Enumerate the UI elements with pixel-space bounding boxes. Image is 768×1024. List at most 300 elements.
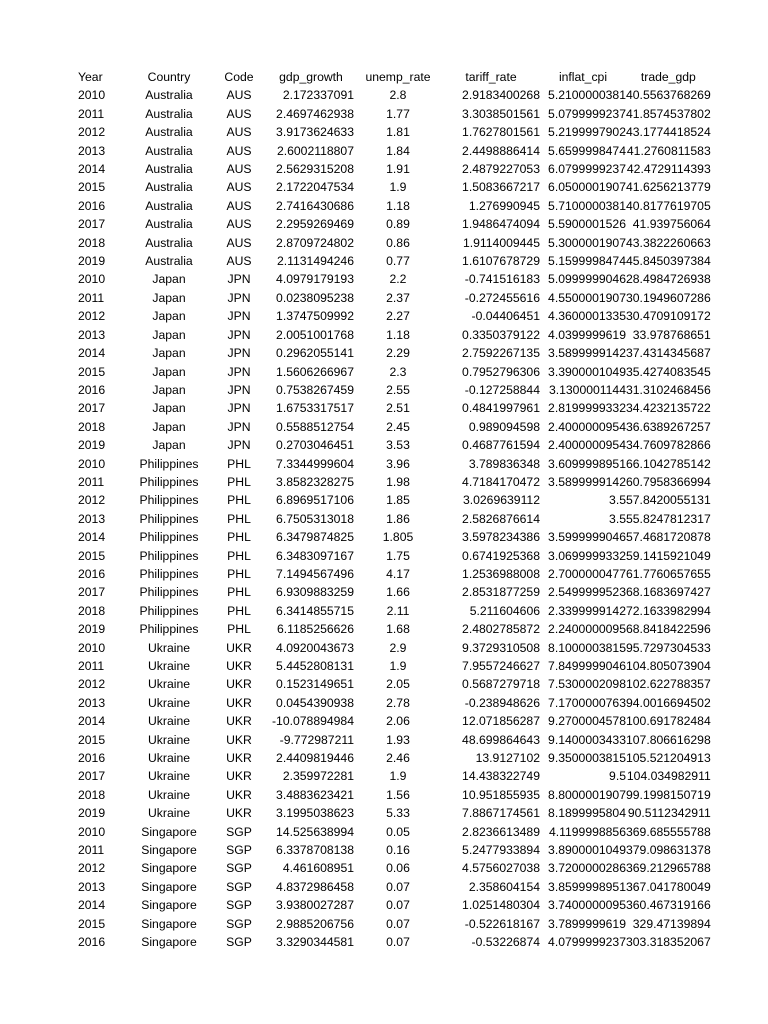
cell-trade-gdp: 303.318352067 [626, 935, 711, 950]
cell-code: UKR [226, 751, 252, 766]
cell-unemp-rate: 0.89 [386, 217, 410, 232]
cell-gdp-growth: 3.9380027287 [276, 898, 354, 913]
cell-code: AUS [226, 143, 252, 158]
cell-code: SGP [226, 824, 252, 839]
cell-inflat-cpi: 5.1599998474 [548, 254, 626, 269]
cell-code: SGP [226, 935, 252, 950]
cell-gdp-growth: 6.3378708138 [276, 843, 354, 858]
cell-code: PHL [227, 456, 251, 471]
table-row [78, 620, 711, 638]
cell-year: 2018 [78, 419, 106, 434]
cell-inflat-cpi: 5.0999999046 [548, 272, 626, 287]
cell-unemp-rate: 1.84 [386, 143, 410, 158]
table-row [78, 473, 711, 491]
cell-country: Singapore [141, 879, 197, 894]
cell-year: 2010 [78, 88, 106, 103]
cell-gdp-growth: 6.8969517106 [276, 493, 354, 508]
cell-inflat-cpi: 2.4000000954 [548, 419, 626, 434]
cell-year: 2016 [78, 751, 106, 766]
cell-trade-gdp: 104.034982911 [626, 769, 711, 784]
cell-unemp-rate: 1.18 [386, 198, 410, 213]
cell-tariff-rate: 1.0251480304 [462, 898, 540, 913]
cell-tariff-rate: 0.4687761594 [462, 438, 540, 453]
cell-gdp-growth: 2.9885206756 [276, 916, 354, 931]
cell-unemp-rate: 0.07 [386, 935, 410, 950]
cell-unemp-rate: 1.805 [382, 530, 414, 545]
cell-unemp-rate: 0.86 [386, 235, 410, 250]
cell-code: JPN [227, 382, 251, 397]
table-row [78, 933, 711, 951]
cell-unemp-rate: 0.06 [386, 861, 410, 876]
cell-gdp-growth: 2.4409819446 [276, 751, 354, 766]
cell-tariff-rate: -0.238948626 [464, 695, 540, 710]
cell-inflat-cpi: 3.7200000286 [548, 861, 626, 876]
cell-gdp-growth: 4.461608951 [282, 861, 354, 876]
cell-inflat-cpi: 9.1400003433 [548, 732, 626, 747]
cell-year: 2018 [78, 603, 106, 618]
cell-tariff-rate: 1.6107678729 [462, 254, 540, 269]
cell-country: Philippines [139, 603, 199, 618]
header-gdp-growth: gdp_growth [279, 70, 343, 84]
cell-trade-gdp: 329.47139894 [632, 916, 711, 931]
cell-unemp-rate: 1.86 [386, 511, 410, 526]
cell-year: 2012 [78, 493, 106, 508]
cell-unemp-rate: 1.75 [386, 548, 410, 563]
cell-inflat-cpi: 2.4000000954 [548, 438, 626, 453]
cell-gdp-growth: 2.4697462938 [276, 106, 354, 121]
cell-code: AUS [226, 88, 252, 103]
cell-inflat-cpi: 8.1899995804 [548, 806, 626, 821]
cell-gdp-growth: 4.0920043673 [276, 640, 354, 655]
cell-year: 2015 [78, 180, 106, 195]
cell-inflat-cpi: 2.2400000095 [548, 622, 626, 637]
cell-code: UKR [226, 732, 252, 747]
cell-year: 2012 [78, 125, 106, 140]
cell-tariff-rate: 0.4841997961 [462, 401, 540, 416]
table-row [78, 841, 711, 859]
cell-tariff-rate: 3.5978234386 [462, 530, 540, 545]
cell-trade-gdp: 33.978768651 [632, 327, 711, 342]
cell-gdp-growth: 3.9173624633 [276, 125, 354, 140]
cell-gdp-growth: 2.6002118807 [276, 143, 354, 158]
cell-unemp-rate: 1.98 [386, 474, 410, 489]
cell-gdp-growth: 1.6753317517 [276, 401, 354, 416]
cell-gdp-growth: 6.3483097167 [276, 548, 354, 563]
cell-tariff-rate: 0.3350379122 [462, 327, 540, 342]
cell-tariff-rate: 1.276990945 [468, 198, 540, 213]
cell-country: Japan [152, 272, 186, 287]
cell-country: Australia [145, 180, 193, 195]
cell-code: SGP [226, 843, 252, 858]
cell-tariff-rate: 2.8531877259 [462, 585, 540, 600]
cell-code: UKR [226, 806, 252, 821]
table-row [78, 491, 711, 509]
cell-year: 2015 [78, 916, 106, 931]
cell-unemp-rate: 2.51 [386, 401, 410, 416]
cell-gdp-growth: 3.8582328275 [276, 474, 354, 489]
cell-code: JPN [227, 419, 251, 434]
cell-country: Singapore [141, 843, 197, 858]
table-row [78, 160, 711, 178]
cell-code: JPN [227, 346, 251, 361]
cell-country: Singapore [141, 935, 197, 950]
cell-trade-gdp: 40.5563768269 [626, 88, 711, 103]
cell-gdp-growth: 2.359972281 [282, 769, 354, 784]
cell-gdp-growth: -10.078894984 [271, 714, 354, 729]
cell-inflat-cpi: 3.7899999619 [548, 916, 626, 931]
cell-country: Australia [145, 143, 193, 158]
table-row [78, 326, 711, 344]
cell-year: 2010 [78, 824, 106, 839]
cell-code: PHL [227, 474, 251, 489]
cell-code: UKR [226, 659, 252, 673]
cell-inflat-cpi: 5.2199997902 [548, 125, 626, 140]
cell-trade-gdp: 41.8574537802 [626, 106, 711, 121]
cell-unemp-rate: 1.9 [389, 769, 407, 784]
cell-unemp-rate: 0.07 [386, 879, 410, 894]
cell-tariff-rate: 0.989094598 [468, 419, 540, 434]
cell-trade-gdp: 43.3822260663 [626, 235, 711, 250]
table-row [78, 602, 711, 620]
cell-code: AUS [226, 254, 252, 269]
cell-gdp-growth: 6.3414855715 [276, 603, 354, 618]
cell-unemp-rate: 2.05 [386, 677, 410, 692]
cell-inflat-cpi: 3.7400000095 [548, 898, 626, 913]
cell-inflat-cpi: 3.6099998951 [548, 456, 626, 471]
cell-country: Japan [152, 382, 186, 397]
cell-unemp-rate: 2.8 [389, 88, 407, 103]
table-row [78, 418, 711, 436]
table-row [78, 547, 711, 565]
cell-gdp-growth: 3.4883623421 [276, 787, 354, 802]
cell-inflat-cpi: 8.1000003815 [548, 640, 626, 655]
cell-trade-gdp: 30.1949607286 [626, 290, 711, 305]
cell-code: UKR [226, 695, 252, 710]
cell-inflat-cpi: 8.8000001907 [548, 787, 626, 802]
cell-code: UKR [226, 677, 252, 692]
cell-tariff-rate: 3.789836348 [468, 456, 540, 471]
cell-year: 2019 [78, 254, 106, 269]
cell-tariff-rate: 1.9114009445 [462, 235, 540, 250]
table-row [78, 381, 711, 399]
cell-gdp-growth: -9.772987211 [279, 732, 354, 747]
cell-trade-gdp: 37.4314345687 [626, 346, 711, 361]
cell-year: 2014 [78, 346, 106, 361]
cell-unemp-rate: 2.11 [386, 603, 410, 618]
table-row [78, 307, 711, 325]
cell-country: Ukraine [148, 714, 190, 729]
cell-tariff-rate: -0.741516183 [464, 272, 540, 287]
cell-year: 2016 [78, 198, 106, 213]
cell-gdp-growth: 3.1995038623 [276, 806, 354, 821]
cell-year: 2019 [78, 438, 106, 453]
cell-tariff-rate: 1.5083667217 [462, 180, 540, 195]
data-table [78, 68, 711, 952]
cell-country: Philippines [139, 548, 199, 563]
cell-trade-gdp: 68.8418422596 [626, 622, 711, 637]
cell-gdp-growth: 6.9309883259 [276, 585, 354, 600]
cell-gdp-growth: 1.5606266967 [276, 364, 354, 379]
cell-gdp-growth: 4.0979179193 [276, 272, 354, 287]
cell-tariff-rate: 10.951855935 [462, 787, 540, 802]
header-unemp-rate: unemp_rate [365, 70, 431, 84]
cell-trade-gdp: 66.1042785142 [626, 456, 711, 471]
cell-country: Philippines [139, 585, 199, 600]
table-row [78, 565, 711, 583]
cell-country: Ukraine [148, 787, 190, 802]
cell-country: Ukraine [148, 751, 190, 766]
cell-gdp-growth: 0.0238095238 [276, 290, 354, 305]
cell-unemp-rate: 2.37 [386, 290, 410, 305]
cell-inflat-cpi: 3.1300001144 [548, 382, 626, 397]
cell-code: UKR [226, 769, 252, 784]
cell-gdp-growth: 7.1494567496 [276, 566, 354, 581]
cell-country: Japan [152, 401, 186, 416]
table-row [78, 878, 711, 896]
cell-tariff-rate: 2.5826876614 [462, 511, 540, 526]
cell-country: Australia [145, 125, 193, 140]
cell-unemp-rate: 4.17 [386, 566, 410, 581]
cell-country: Philippines [139, 474, 199, 489]
cell-trade-gdp: 68.1683697427 [626, 585, 711, 600]
cell-tariff-rate: 48.699864643 [462, 732, 540, 747]
cell-inflat-cpi: 9.5 [609, 769, 626, 784]
cell-unemp-rate: 2.3 [389, 364, 407, 379]
cell-trade-gdp: 99.1998150719 [626, 787, 711, 802]
cell-year: 2017 [78, 769, 106, 784]
cell-inflat-cpi: 2.7000000477 [548, 566, 626, 581]
cell-year: 2016 [78, 935, 106, 950]
cell-trade-gdp: 102.622788357 [626, 677, 711, 692]
cell-code: AUS [226, 162, 252, 177]
cell-code: PHL [227, 548, 251, 563]
cell-inflat-cpi: 5.7100000381 [548, 198, 626, 213]
cell-tariff-rate: -0.522618167 [464, 916, 540, 931]
cell-trade-gdp: 107.806616298 [626, 732, 711, 747]
cell-country: Singapore [141, 898, 197, 913]
cell-gdp-growth: 6.1185256626 [276, 622, 354, 637]
cell-trade-gdp: 45.8450397384 [626, 254, 711, 269]
cell-code: AUS [226, 217, 252, 232]
cell-inflat-cpi: 3.8599998951 [548, 879, 626, 894]
cell-unemp-rate: 0.05 [386, 824, 410, 839]
cell-year: 2011 [78, 843, 105, 858]
cell-tariff-rate: -0.127258844 [464, 382, 540, 397]
cell-gdp-growth: 2.1131494246 [276, 254, 354, 269]
cell-inflat-cpi: 7.1700000763 [548, 695, 626, 710]
cell-year: 2012 [78, 677, 106, 692]
cell-unemp-rate: 1.9 [389, 659, 407, 673]
cell-gdp-growth: 0.1523149651 [276, 677, 354, 692]
cell-year: 2013 [78, 695, 106, 710]
cell-gdp-growth: 2.1722047534 [276, 180, 354, 195]
table-row [78, 731, 711, 749]
cell-tariff-rate: 4.7184170472 [462, 474, 540, 489]
cell-unemp-rate: 2.45 [386, 419, 410, 434]
cell-code: SGP [226, 916, 252, 931]
cell-gdp-growth: 14.525638994 [276, 824, 354, 839]
cell-year: 2013 [78, 879, 106, 894]
cell-trade-gdp: 379.098631378 [626, 843, 711, 858]
cell-inflat-cpi: 6.0799999237 [548, 162, 626, 177]
cell-code: PHL [227, 493, 251, 508]
table-row [78, 639, 711, 657]
cell-inflat-cpi: 5.6599998474 [548, 143, 626, 158]
cell-year: 2014 [78, 898, 106, 913]
cell-code: JPN [227, 272, 251, 287]
cell-code: PHL [227, 530, 251, 545]
cell-unemp-rate: 2.46 [386, 751, 410, 766]
cell-inflat-cpi: 2.8199999332 [548, 401, 626, 416]
cell-year: 2014 [78, 714, 106, 729]
header-country: Country [147, 70, 191, 84]
cell-tariff-rate: 3.0269639112 [462, 493, 540, 508]
cell-inflat-cpi: 5.5900001526 [548, 217, 626, 232]
table-body [78, 86, 711, 951]
cell-year: 2018 [78, 235, 106, 250]
cell-code: JPN [227, 438, 251, 453]
cell-tariff-rate: 7.8867174561 [462, 806, 540, 821]
cell-unemp-rate: 2.29 [386, 346, 410, 361]
cell-inflat-cpi: 5.2100000381 [548, 88, 626, 103]
cell-inflat-cpi: 7.5300002098 [548, 677, 626, 692]
cell-unemp-rate: 0.16 [386, 843, 410, 858]
cell-year: 2010 [78, 272, 106, 287]
cell-inflat-cpi: 4.0799999237 [548, 935, 626, 950]
cell-tariff-rate: 5.211604606 [469, 603, 540, 618]
table-row [78, 896, 711, 914]
cell-year: 2010 [78, 640, 106, 655]
cell-tariff-rate: 13.9127102 [475, 751, 540, 766]
cell-trade-gdp: 369.212965788 [626, 861, 711, 876]
cell-inflat-cpi: 6.0500001907 [548, 180, 626, 195]
cell-country: Ukraine [148, 659, 190, 673]
cell-inflat-cpi: 4.5500001907 [548, 290, 626, 305]
cell-trade-gdp: 60.7958366994 [626, 474, 711, 489]
cell-country: Ukraine [148, 732, 190, 747]
cell-country: Japan [152, 309, 186, 324]
cell-trade-gdp: 31.3102468456 [626, 382, 711, 397]
cell-trade-gdp: 34.4232135722 [626, 401, 711, 416]
table-row [78, 786, 711, 804]
table-row [78, 712, 711, 730]
table-row [78, 178, 711, 196]
cell-gdp-growth: 6.3479874825 [276, 530, 354, 545]
cell-unemp-rate: 3.53 [386, 438, 410, 453]
cell-year: 2011 [78, 659, 105, 673]
cell-unemp-rate: 1.66 [386, 585, 410, 600]
cell-tariff-rate: 2.4498886414 [462, 143, 540, 158]
cell-unemp-rate: 1.9 [389, 180, 407, 195]
cell-year: 2011 [78, 474, 105, 489]
cell-trade-gdp: 61.7760657655 [626, 566, 711, 581]
cell-tariff-rate: 2.9183400268 [462, 88, 540, 103]
cell-trade-gdp: 90.5112342911 [627, 806, 711, 821]
cell-tariff-rate: 4.5756027038 [462, 861, 540, 876]
cell-tariff-rate: -0.272455616 [464, 290, 540, 305]
cell-inflat-cpi: 4.3600001335 [548, 309, 626, 324]
table-row [78, 105, 711, 123]
cell-unemp-rate: 3.96 [386, 456, 410, 471]
cell-country: Philippines [139, 493, 199, 508]
cell-code: AUS [226, 235, 252, 250]
cell-country: Philippines [139, 622, 199, 637]
cell-year: 2019 [78, 806, 106, 821]
cell-year: 2014 [78, 162, 106, 177]
cell-country: Japan [152, 364, 186, 379]
table-row [78, 363, 711, 381]
header-tariff-rate: tariff_rate [465, 70, 517, 84]
table-row [78, 675, 711, 693]
cell-year: 2015 [78, 364, 106, 379]
cell-gdp-growth: 3.3290344581 [276, 935, 354, 950]
cell-code: JPN [227, 290, 251, 305]
cell-inflat-cpi: 3.5899999142 [548, 474, 626, 489]
cell-country: Philippines [139, 511, 199, 526]
cell-inflat-cpi: 2.5499999523 [548, 585, 626, 600]
cell-inflat-cpi: 9.2700004578 [548, 714, 626, 729]
table-row [78, 252, 711, 270]
cell-year: 2017 [78, 401, 106, 416]
cell-inflat-cpi: 5.3000001907 [548, 235, 626, 250]
cell-country: Japan [152, 290, 186, 305]
cell-unemp-rate: 2.06 [386, 714, 410, 729]
table-row [78, 657, 711, 675]
cell-code: JPN [227, 309, 251, 324]
cell-code: JPN [227, 327, 251, 342]
cell-trade-gdp: 41.2760811583 [626, 143, 711, 158]
cell-unemp-rate: 2.9 [389, 640, 407, 655]
table-row [78, 749, 711, 767]
cell-code: AUS [226, 125, 252, 140]
cell-trade-gdp: 43.1774418524 [626, 125, 711, 140]
cell-tariff-rate: 9.3729310508 [462, 640, 540, 655]
table-row [78, 767, 711, 785]
header-trade-gdp: trade_gdp [640, 70, 696, 84]
cell-code: PHL [227, 566, 251, 581]
cell-tariff-rate: 2.7592267135 [462, 346, 540, 361]
cell-trade-gdp: 95.7297304533 [626, 640, 711, 655]
cell-gdp-growth: 2.0051001768 [276, 327, 354, 342]
cell-unemp-rate: 1.81 [386, 125, 410, 140]
cell-tariff-rate: 7.9557246627 [462, 659, 540, 673]
cell-code: JPN [227, 401, 251, 416]
cell-year: 2014 [78, 530, 106, 545]
cell-unemp-rate: 0.77 [386, 254, 410, 269]
cell-trade-gdp: 360.467319166 [626, 898, 711, 913]
cell-tariff-rate: -0.04406451 [471, 309, 540, 324]
cell-trade-gdp: 369.685555788 [626, 824, 711, 839]
cell-tariff-rate: 0.7952796306 [462, 364, 540, 379]
cell-unemp-rate: 2.55 [386, 382, 410, 397]
cell-tariff-rate: 0.5687279718 [462, 677, 540, 692]
cell-gdp-growth: 0.5588512754 [276, 419, 354, 434]
cell-trade-gdp: 40.8177619705 [626, 198, 711, 213]
cell-year: 2011 [78, 106, 105, 121]
cell-inflat-cpi: 4.1199998856 [548, 824, 626, 839]
cell-code: UKR [226, 714, 252, 729]
table-row [78, 123, 711, 141]
cell-tariff-rate: 1.2536988008 [462, 566, 540, 581]
cell-trade-gdp: 367.041780049 [626, 879, 711, 894]
cell-tariff-rate: -0.53226874 [471, 935, 540, 950]
cell-tariff-rate: 12.071856287 [462, 714, 540, 729]
cell-unemp-rate: 2.27 [386, 309, 410, 324]
cell-country: Australia [145, 254, 193, 269]
table-row [78, 859, 711, 877]
cell-year: 2017 [78, 217, 106, 232]
table-row [78, 399, 711, 417]
